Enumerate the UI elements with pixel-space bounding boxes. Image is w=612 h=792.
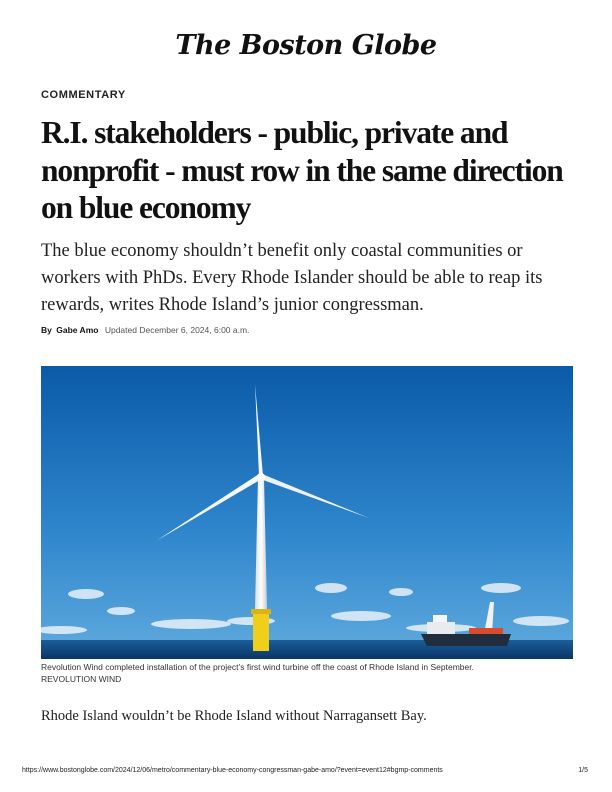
section-label[interactable]: COMMENTARY <box>41 89 126 101</box>
turbine-base <box>253 609 269 651</box>
photo-caption: Revolution Wind completed installation of the project’s first wind turbine off the coast of Rhode Island in September. REVOLUTION WIND <box>41 662 474 684</box>
headline: R.I. stakeholders - public, private and nonprofit - must row in the same direction on blue economy <box>41 115 563 225</box>
article-dek: The blue economy shouldn’t benefit only coastal communities or workers with PhDs. Every Rhode Islander should be able to reap its rewards, writes Rhode Island’s junior congressman. <box>41 241 543 315</box>
footer-url[interactable]: https://www.bostonglobe.com/2024/12/06/metro/commentary-blue-economy-congressman-gabe-amo/?event=event12#bgmp-comments <box>22 767 443 774</box>
updated-date: Updated December 6, 2024, 6:00 a.m. <box>104 325 250 335</box>
masthead-logo[interactable]: The Boston Globe <box>175 30 437 61</box>
page-number: 1/5 <box>578 767 588 774</box>
author-link[interactable]: Gabe Amo <box>56 325 99 335</box>
turbine-hub <box>257 473 265 481</box>
article-photo <box>41 366 573 659</box>
wind-turbine-photo <box>41 366 573 659</box>
byline <box>41 325 249 335</box>
sky <box>41 366 573 642</box>
body-paragraph: Rhode Island wouldn’t be Rhode Island without Narragansett Bay. <box>41 708 427 724</box>
byline-prefix: By <box>41 325 52 335</box>
